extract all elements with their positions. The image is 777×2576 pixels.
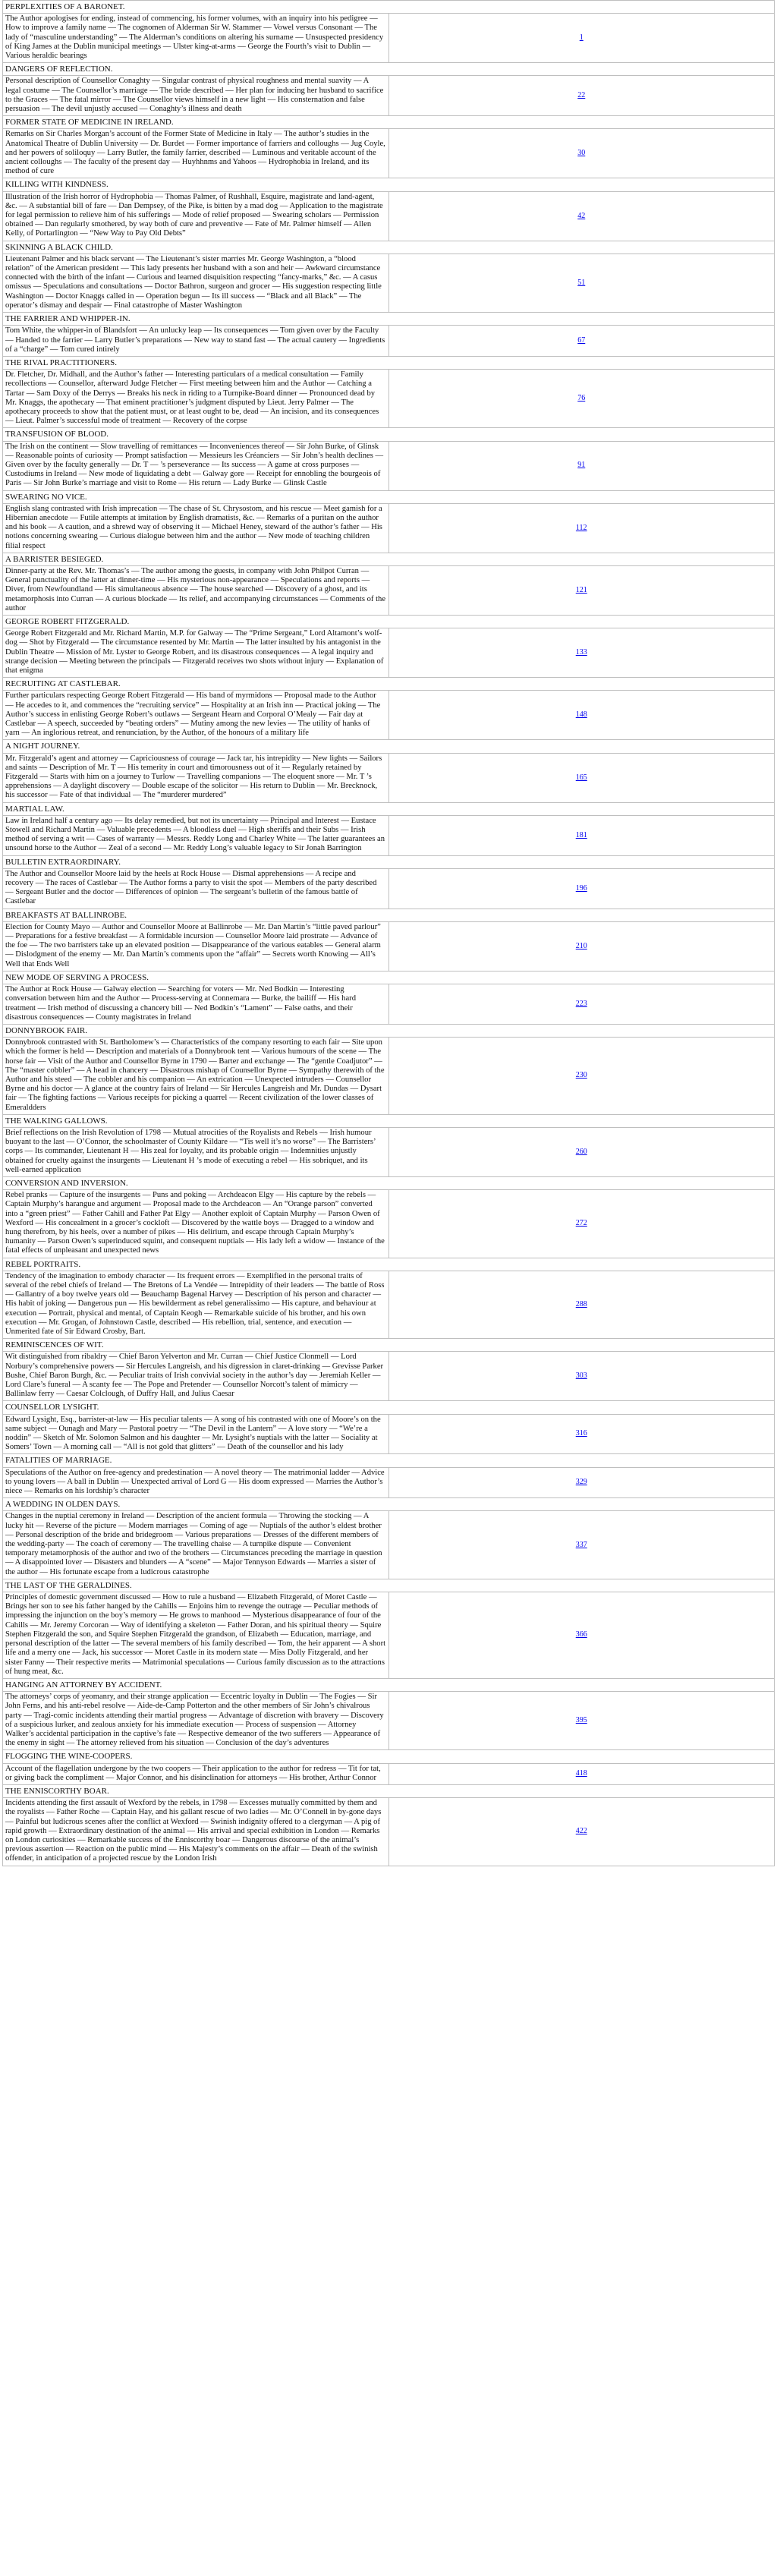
chapter-summary-row (3, 254, 775, 312)
page-number-cell (388, 503, 775, 553)
chapter-heading-row (3, 553, 775, 565)
chapter-title: COUNSELLOR LYSIGHT. (3, 1401, 775, 1414)
chapter-heading-row (3, 1579, 775, 1592)
chapter-heading-row (3, 1024, 775, 1037)
chapter-title: BREAKFASTS AT BALLINROBE. (3, 909, 775, 921)
page-number-link[interactable]: 230 (575, 1071, 587, 1080)
chapter-title: FORMER STATE OF MEDICINE IN IRELAND. (3, 116, 775, 129)
page-number-link[interactable]: 51 (577, 278, 586, 287)
page-number-cell (388, 14, 775, 63)
chapter-summary: Brief reflections on the Irish Revolution of 1798 — Mutual atrocities of the Royalists and Rebels — Irish humour buoyant to the last — O’Connor, the schoolmaster of County Kildare — “Tis well it’s no worse” — The Barristers’ corps — Its commander, Lieutenant H — His zeal for loyalty, and its probable origin — Indemnities unjustly obtained for cruelty against the insurgents — Lieutenant H ’s mode of executing a rebel — His sobriquet, and its well-earned application (3, 1127, 389, 1176)
page-number-cell (388, 1798, 775, 1866)
page-number-cell (388, 1414, 775, 1454)
chapter-summary: Dr. Fletcher, Dr. Midhall, and the Author’s father — Interesting particulars of a medical consultation — Family recollections — Counsellor, afterward Judge Fletcher — First meeting between him and the Author — Catching a Tartar — Sam Doxy of the Derrys — Breaks his neck in riding to a Turnpike-Board dinner — Pronounced dead by Mr. Knaggs, the apothecary — That eminent practitioner’s judgment disputed by Lieut. Jerry Palmer — The apothecary proceeds to show that the patient must, or at least ought to be, dead — An incision, and its consequences — Lieut. Palmer’s successful mode of treatment — Recovery of the corpse (3, 370, 389, 428)
chapter-heading-row (3, 1498, 775, 1511)
chapter-title: GEORGE ROBERT FITZGERALD. (3, 615, 775, 628)
chapter-title: FLOGGING THE WINE-COOPERS. (3, 1750, 775, 1763)
page-number-link[interactable]: 181 (575, 830, 587, 839)
chapter-summary-row (3, 1127, 775, 1176)
chapter-title: SWEARING NO VICE. (3, 490, 775, 503)
chapter-summary-row (3, 76, 775, 116)
page-number-cell (388, 565, 775, 615)
page-number-cell (388, 326, 775, 357)
page-number-cell (388, 1511, 775, 1579)
page-number-link[interactable]: 260 (575, 1147, 587, 1156)
chapter-summary: Speculations of the Author on free-agency and predestination — A novel theory — The matrimonial ladder — Advice to young lovers — A ball in Dublin — Unexpected arrival of Lord G — His doom expressed — Marries the Author’s niece — Remarks on his lordship’s character (3, 1467, 389, 1498)
chapter-summary-row (3, 326, 775, 357)
chapter-heading-row (3, 1176, 775, 1189)
chapter-summary-row (3, 503, 775, 553)
chapter-summary: Mr. Fitzgerald’s agent and attorney — Capriciousness of courage — Jack tar, his intrepidity — New lights — Sailors and saints — Description of Mr. T — His temerity in court and timorousness out of it — Regularly retained by Fitzgerald — Starts with him on a journey to Turlow — Travelling companions — The eloquent snore — Mr. T ’s apprehensions — A daylight discovery — Double escape of the solicitor — His return to Dublin — Mr. Brecknock, his successor — Fate of that individual — The “murderer murdered” (3, 753, 389, 802)
chapter-summary-row (3, 628, 775, 678)
chapter-title: A NIGHT JOURNEY. (3, 740, 775, 753)
page-number-cell (388, 1038, 775, 1115)
chapter-summary-row (3, 753, 775, 802)
chapter-heading-row (3, 909, 775, 921)
chapter-summary: Principles of domestic government discussed — How to rule a husband — Elizabeth Fitzgerald, of Moret Castle — Brings her son to see his father hanged by the Cahills — Enjoins him to revenge the outrage — Peculiar methods of impressing the injunction on the boy’s memory — He grows to manhood — Mysterious disappearance of four of the Cahills — Mr. Jeremy Corcoran — Way of identifying a skeleton — Father Doran, and his spiritual theory — Squire Stephen Fitzgerald the son, and Squire Stephen Fitzgerald the grandson, of Elizabeth — Education, marriage, and personal description of the latter — The several members of his family described — Tom, the heir apparent — A short life and a merry one — Jack, his successor — Moret Castle in its modern state — Miss Dolly Fitzgerald, and her sister Fanny — Their respective merits — Matrimonial speculations — Curious family discussion as to the attractions of hung meat, &c. (3, 1592, 389, 1679)
chapter-heading-row (3, 1339, 775, 1352)
page-number-cell (388, 254, 775, 312)
chapter-summary: Law in Ireland half a century ago — Its delay remedied, but not its uncertainty — Principal and Interest — Eustace Stowell and Richard Martin — Valuable precedents — A bloodless duel — High sheriffs and their Subs — Irish method of serving a writ — Cases of warranty — Messrs. Reddy Long and Charley White — The latter guarantees an unsound horse to the Author — Zeal of a second — Mr. Reddy Long’s valuable legacy to Sir Jonah Barrington (3, 815, 389, 855)
chapter-heading-row (3, 1784, 775, 1797)
chapter-heading-row (3, 1454, 775, 1467)
chapter-summary-row (3, 14, 775, 63)
chapter-summary-row (3, 1271, 775, 1338)
page-number-cell (388, 191, 775, 241)
chapter-heading-row (3, 678, 775, 691)
chapter-summary: Election for County Mayo — Author and Counsellor Moore at Ballinrobe — Mr. Dan Martin’s “little paved parlour” — Preparations for a festive breakfast — A formidable incursion — Counsellor Moore laid prostrate — Advance of the foe — The two barristers take up an elevated position — Disappearance of the various eatables — General alarm — Dislodgment of the enemy — Mr. Dan Martin’s comments upon the “affair” — Secrets worth Knowing — All’s Well that Ends Well (3, 921, 389, 971)
chapter-title: HANGING AN ATTORNEY BY ACCIDENT. (3, 1678, 775, 1691)
chapter-summary-row (3, 1467, 775, 1498)
chapter-summary: Illustration of the Irish horror of Hydrophobia — Thomas Palmer, of Rushhall, Esquire, magistrate and land-agent, &c. — A substantial bill of fare — Dan Dempsey, of the Pike, is bitten by a mad dog — Application to the magistrate for legal permission to relieve him of his sufferings — Mode of relief proposed — Swearing scholars — Permission obtained — Dan regularly smothered, by way both of cure and preventive — Fate of Mr. Palmer himself — Allen Kelly, of Portarlington — “New Way to Pay Old Debts” (3, 191, 389, 241)
chapter-summary-row (3, 815, 775, 855)
chapter-summary-row (3, 868, 775, 909)
chapter-heading-row (3, 615, 775, 628)
page-number-cell (388, 370, 775, 428)
page-number-cell (388, 441, 775, 490)
chapter-title: PERPLEXITIES OF A BARONET. (3, 1, 775, 14)
chapter-title: MARTIAL LAW. (3, 802, 775, 815)
page-number-link[interactable]: 30 (577, 149, 586, 158)
chapter-title: KILLING WITH KINDNESS. (3, 178, 775, 191)
chapter-heading-row (3, 1114, 775, 1127)
chapter-title: THE RIVAL PRACTITIONERS. (3, 356, 775, 369)
chapter-title: THE ENNISCORTHY BOAR. (3, 1784, 775, 1797)
page-number-cell (388, 921, 775, 971)
chapter-summary: Tendency of the imagination to embody character — Its frequent errors — Exemplified in the personal traits of several of the rebel chiefs of Ireland — The Bretons of La Vendée — Intrepidity of their leaders — The battle of Ross — Gallantry of a boy twelve years old — Beauchamp Bagenal Harvey — Description of his person and character — His habit of joking — Dangerous pun — His bewilderment as rebel generalissimo — His capture, and behaviour at execution — Portrait, physical and mental, of Captain Keogh — Remarkable suicide of his brother, and his own execution — Mr. Grogan, of Johnstown Castle, described — His rebellion, trial, sentence, and execution — Unmerited fate of Sir Edward Crosby, Bart. (3, 1271, 389, 1338)
chapter-summary: Account of the flagellation undergone by the two coopers — Their application to the author for redress — Tit for tat, or giving back the compliment — Major Connor, and his disinclination for attorneys — His brother, Arthur Connor (3, 1763, 389, 1784)
chapter-summary-row (3, 1352, 775, 1401)
chapter-summary: Further particulars respecting George Robert Fitzgerald — His band of myrmidons — Proposal made to the Author — He accedes to it, and commences the “recruiting service” — Hospitality at an Irish inn — Practical joking — The Author’s success in enlisting George Robert’s outlaws — Sergeant Hearn and Corporal O’Mealy — Fair day at Castlebar — A speech, succeeded by “beating orders” — Mutiny among the new levies — The utility of hanks of yarn — An inglorious retreat, and renunciation, by the Author, of the honours of a military life (3, 691, 389, 740)
page-number-cell (388, 1271, 775, 1338)
page-number-link[interactable]: 22 (577, 91, 586, 100)
chapter-summary-row (3, 1511, 775, 1579)
chapter-summary-row (3, 565, 775, 615)
chapter-heading-row (3, 116, 775, 129)
chapter-summary-row (3, 691, 775, 740)
chapter-heading-row (3, 428, 775, 441)
chapter-title: REBEL PORTRAITS. (3, 1258, 775, 1271)
chapter-heading-row (3, 1258, 775, 1271)
chapter-title: THE LAST OF THE GERALDINES. (3, 1579, 775, 1592)
chapter-title: BULLETIN EXTRAORDINARY. (3, 855, 775, 868)
page-number-cell (388, 1127, 775, 1176)
chapter-summary: English slang contrasted with Irish imprecation — The chase of St. Chrysostom, and his rescue — Meet gamish for a Hibernian anecdote — Futile attempts at imitation by English dramatists, &c. — Remarks of a puritan on the author and his book — A caution, and a shrewd way of observing it — Michael Heney, steward of the author’s father — His notions concerning swearing — Curious dialogue between him and the author — New mode of teaching children filial respect (3, 503, 389, 553)
chapter-summary: George Robert Fitzgerald and Mr. Richard Martin, M.P. for Galway — The “Prime Sergeant,” Lord Altamont’s wolf-dog — Shot by Fitzgerald — The circumstance resented by Mr. Martin — The latter insulted by his antagonist in the Dublin Theatre — Mission of Mr. Lyster to George Robert, and its disastrous consequences — A legal inquiry and strange decision — Meeting between the principals — Fitzgerald receives two shots without injury — Explanation of that enigma (3, 628, 389, 678)
page-number-cell (388, 868, 775, 909)
chapter-summary: Changes in the nuptial ceremony in Ireland — Description of the ancient formula — Throwing the stocking — A lucky hit — Reverse of the picture — Modern marriages — Coming of age — Nuptials of the author’s eldest brother — Personal description of the bride and bridegroom — Various preparations — Dresses of the different members of the wedding-party — The coach of ceremony — The travelling chaise — A turnpike dispute — Convenient temporary metamorphosis of the author and two of the brothers — Circumstances preceding the marriage in question — A disappointed lover — Disasters and blunders — A “scene” — Major Tennyson Edwards — Marries a sister of the author — His fortunate escape from a ludicrous catastrophe (3, 1511, 389, 1579)
chapter-summary-row (3, 1592, 775, 1679)
chapter-summary-row (3, 1190, 775, 1258)
chapter-summary: Rebel pranks — Capture of the insurgents — Puns and poking — Archdeacon Elgy — His capture by the rebels — Captain Murphy’s harangue and argument — Proposal made to the Archdeacon — An “Orange parson” converted into a “green priest” — Father Cahill and Father Pat Elgy — Another exploit of Captain Murphy — Parson Owen of Wexford — His concealment in a grocer’s cockloft — Discovered by the wattle boys — Dragged to a window and hung therefrom, by his heels, over a number of pikes — His delirium, and escape through Captain Murphy’s humanity — Parson Owen’s superinduced squint, and consequent nuptials — His lady left a widow — Instance of the fatal effects of unpleasant and unexpected news (3, 1190, 389, 1258)
chapter-summary: The Author at Rock House — Galway election — Searching for voters — Mr. Ned Bodkin — Interesting conversation between him and the Author — Process-serving at Connemara — Burke, the bailiff — His hard treatment — Irish method of discussing a chancery bill — Ned Bodkin’s “Lament” — False oaths, and their disastrous consequences — County magistrates in Ireland (3, 984, 389, 1025)
chapter-summary-row (3, 1692, 775, 1750)
table-of-contents (2, 0, 775, 1866)
chapter-summary: Wit distinguished from ribaldry — Chief Baron Yelverton and Mr. Curran — Chief Justice Clonmell — Lord Norbury’s comprehensive powers — Sir Hercules Langreish, and his digression in claret-drinking — Grevisse Parker Bushe, Chief Baron Burgh, &c. — Peculiar traits of Irish convivial society in the author’s day — Jeremiah Keller — Lord Clare’s funeral — A scanty fee — The Pope and Pretender — Counsellor Norcott’s talent of mimicry — Ballinlaw ferry — Caesar Colclough, of Duffry Hall, and Julius Caesar (3, 1352, 389, 1401)
chapter-summary: Incidents attending the first assault of Wexford by the rebels, in 1798 — Excesses mutually committed by them and the royalists — Father Roche — Captain Hay, and his gallant rescue of two ladies — Mr. O’Connell in by-gone days — Painful but ludicrous scenes after the conflict at Wexford — Swinish indignity offered to a clergyman — A pig of rapid growth — Extraordinary destination of the animal — His arrival and special exhibition in London — Remarks on London curiosities — Remarkable success of the Enniscorthy boar — Dangerous discourse of the animal’s previous assertion — Reaction on the public mind — His Majesty’s comments on the affair — Death of the swinish offender, in anticipation of a projected rescue by the London Irish (3, 1798, 389, 1866)
chapter-title: FATALITIES OF MARRIAGE. (3, 1454, 775, 1467)
chapter-heading-row (3, 740, 775, 753)
chapter-title: RECRUITING AT CASTLEBAR. (3, 678, 775, 691)
page-number-cell (388, 815, 775, 855)
page-number-link[interactable]: 223 (575, 999, 587, 1008)
chapter-summary: Dinner-party at the Rev. Mr. Thomas’s — The author among the guests, in company with John Philpot Curran — General punctuality of the latter at dinner-time — His mysterious non-appearance — Speculations and reports — Diver, from Newfoundland — His simultaneous absence — The house searched — Discovery of a ghost, and its metamorphosis into Curran — A curious blockade — Its relief, and accompanying circumstances — Comments of the author (3, 565, 389, 615)
page-number-link[interactable]: 316 (575, 1429, 587, 1438)
page-number-cell (388, 984, 775, 1025)
chapter-summary: The Author apologises for ending, instead of commencing, his former volumes, with an inquiry into his pedigree — How to improve a family name — The cognomen of Alderman Sir W. Stammer — Vowel versus Consonant — The lady of “masculine understanding” — The Alderman’s conditions on altering his surname — Unsuspected presidency of King James at the Dublin municipal meetings — Ulster king-at-arms — George the Fourth’s visit to Dublin — Various heraldic bearings (3, 14, 389, 63)
page-number-link[interactable]: 67 (577, 336, 586, 345)
page-number-link[interactable]: 288 (575, 1299, 587, 1308)
page-number-link[interactable]: 133 (575, 648, 587, 657)
chapter-summary: Remarks on Sir Charles Morgan’s account of the Former State of Medicine in Italy — The author’s studies in the Anatomical Theatre of Dublin University — Dr. Burdet — Former importance of farriers and colloughs — Jug Coyle, and her powers of soliloquy — Larry Butler, the family farrier, described — Luminous and veritable account of the ancient colloughs — The faculty of the present day — Huyhhnms and Yahoos — Hydrophobia in Ireland, and its method of cure (3, 129, 389, 178)
chapter-heading-row (3, 63, 775, 76)
page-number-link[interactable]: 91 (577, 461, 586, 470)
chapter-summary-row (3, 921, 775, 971)
chapter-heading-row (3, 241, 775, 254)
chapter-title: TRANSFUSION OF BLOOD. (3, 428, 775, 441)
page-number-link[interactable]: 1 (579, 33, 584, 43)
page-number-link[interactable]: 76 (577, 394, 586, 403)
page-number-link[interactable]: 395 (575, 1716, 587, 1725)
page-number-cell (388, 753, 775, 802)
page-number-link[interactable]: 112 (575, 523, 587, 532)
page-number-link[interactable]: 422 (575, 1827, 587, 1836)
chapter-title: A BARRISTER BESIEGED. (3, 553, 775, 565)
page-number-link[interactable]: 337 (575, 1540, 587, 1549)
chapter-heading-row (3, 1750, 775, 1763)
page-number-cell (388, 129, 775, 178)
chapter-title: REMINISCENCES OF WIT. (3, 1339, 775, 1352)
chapter-heading-row (3, 1678, 775, 1691)
chapter-heading-row (3, 178, 775, 191)
chapter-summary: Donnybrook contrasted with St. Bartholomew’s — Characteristics of the company resorting to each fair — Site upon which the former is held — Description and materials of a Donnybrook tent — Various humours of the scene — The horse fair — Visit of the Author and Counsellor Byrne in 1790 — Barter and exchange — The “gentle Coadjutor” — The “master cobbler” — A head in chancery — Disastrous mishap of Counsellor Byrne — Sympathy therewith of the Author and his steed — The cobbler and his companion — An extrication — Unexpected intruders — Counsellor Byrne and his doctor — A glance at the country fairs of Ireland — Sir Hercules Langreish and Mr. Dundas — Dysart fair — The fighting factions — Various receipts for picking a quarrel — Recent civilization of the lower classes of Emeraldders (3, 1038, 389, 1115)
chapter-summary: Lieutenant Palmer and his black servant — The Lieutenant’s sister marries Mr. George Washington, a “blood relation” of the American president — This lady presents her husband with a son and heir — Awkward circumstance connected with the birth of the infant — Curious and learned disquisition respecting “fancy-marks,” &c. — A casus omissus — Speculations and consultations — Doctor Bathron, surgeon and grocer — His suggestion respecting little Washington — Doctor Knaggs called in — Operation begun — Its ill success — “Black and all Black” — The operator’s dismay and despair — Final catastrophe of Master Washington (3, 254, 389, 312)
chapter-summary-row (3, 984, 775, 1025)
page-number-link[interactable]: 165 (575, 773, 587, 782)
page-number-link[interactable]: 148 (575, 710, 587, 720)
page-number-link[interactable]: 366 (575, 1630, 587, 1639)
chapter-title: SKINNING A BLACK CHILD. (3, 241, 775, 254)
page-number-link[interactable]: 210 (575, 941, 587, 950)
chapter-heading-row (3, 313, 775, 326)
page-number-cell (388, 1763, 775, 1784)
chapter-summary-row (3, 1798, 775, 1866)
chapter-heading-row (3, 490, 775, 503)
page-number-link[interactable]: 272 (575, 1219, 587, 1228)
chapter-title: A WEDDING IN OLDEN DAYS. (3, 1498, 775, 1511)
page-number-link[interactable]: 121 (575, 585, 587, 594)
chapter-summary-row (3, 1414, 775, 1454)
chapter-summary-row (3, 1763, 775, 1784)
chapter-title: NEW MODE OF SERVING A PROCESS. (3, 971, 775, 984)
page-number-link[interactable]: 329 (575, 1478, 587, 1487)
chapter-heading-row (3, 971, 775, 984)
chapter-summary-row (3, 129, 775, 178)
page-number-link[interactable]: 303 (575, 1371, 587, 1381)
page-number-link[interactable]: 42 (577, 211, 586, 220)
chapter-title: CONVERSION AND INVERSION. (3, 1176, 775, 1189)
page-number-cell (388, 1190, 775, 1258)
page-number-link[interactable]: 418 (575, 1769, 587, 1778)
page-number-cell (388, 628, 775, 678)
chapter-heading-row (3, 1401, 775, 1414)
chapter-summary-row (3, 1038, 775, 1115)
page-number-cell (388, 1692, 775, 1750)
chapter-summary-row (3, 370, 775, 428)
chapter-summary: The attorneys’ corps of yeomanry, and their strange application — Eccentric loyalty in Dublin — The Fogies — Sir John Ferns, and his anti-rebel resolve — Aide-de-Camp Potterton and the other members of Sir John’s chivalrous party — Tragi-comic incidents attending their martial progress — Advantage of discretion with bravery — Discovery of a suspicious lurker, and zealous anxiety for his immediate execution — Process of suspension — Attorney Walker’s accidental participation in the captive’s fate — Respective demeanor of the two sufferers — Appearance of the enemy in sight — The attorney relieved from his situation — Conclusion of the day’s adventures (3, 1692, 389, 1750)
chapter-summary: The Author and Counsellor Moore laid by the heels at Rock House — Dismal apprehensions — A recipe and recovery — The races of Castlebar — The Author forms a party to visit the spot — Members of the party described — Sergeant Butler and the doctor — Differences of opinion — The sergeant’s bulletin of the famous battle of Castlebar (3, 868, 389, 909)
chapter-summary-row (3, 441, 775, 490)
chapter-heading-row (3, 1, 775, 14)
chapter-summary: Edward Lysight, Esq., barrister-at-law — His peculiar talents — A song of his contrasted with one of Moore’s on the same subject — Ounagh and Mary — Pastoral poetry — “The Devil in the Lantern” — A love story — “We’re a noddin” — Sketch of Mr. Solomon Salmon and his daughter — Mr. Lysight’s nuptials with the latter — Sociality at Somers’ Town — A morning call — “All is not gold that glitters” — Death of the counsellor and his lady (3, 1414, 389, 1454)
page-number-cell (388, 691, 775, 740)
chapter-summary-row (3, 191, 775, 241)
chapter-summary: Personal description of Counsellor Conaghty — Singular contrast of physical roughness and mental suavity — A legal costume — The Counsellor’s marriage — The bride described — Her plan for inducing her husband to sacrifice to the Graces — The fatal mirror — The Counsellor views himself in a new light — His consternation and false persuasion — The devil unjustly accused — Conaghty’s illness and death (3, 76, 389, 116)
chapter-heading-row (3, 802, 775, 815)
chapter-summary: Tom White, the whipper-in of Blandsfort — An unlucky leap — Its consequences — Tom given over by the Faculty — Handed to the farrier — Larry Butler’s preparations — New way to stand fast — The actual cautery — Ingredients of a “charge” — Tom cured intirely (3, 326, 389, 357)
page-number-link[interactable]: 196 (575, 883, 587, 893)
toc-body (3, 1, 775, 1866)
chapter-heading-row (3, 356, 775, 369)
chapter-title: THE WALKING GALLOWS. (3, 1114, 775, 1127)
page-number-cell (388, 1592, 775, 1679)
chapter-title: DANGERS OF REFLECTION. (3, 63, 775, 76)
page-number-cell (388, 1467, 775, 1498)
chapter-summary: The Irish on the continent — Slow travelling of remittances — Inconveniences thereof — Sir John Burke, of Glinsk — Reasonable points of curiosity — Prompt satisfaction — Messieurs les Créanciers — Sir John’s health declines — Given over by the faculty generally — Dr. T — ’s perseverance — Its success — A game at cross purposes — Custodiums in Ireland — New mode of liquidating a debt — Galway gore — Receipt for ennobling the bourgeois of Paris — Sir John Burke’s marriage and visit to Rome — His return — Lady Burke — Glinsk Castle (3, 441, 389, 490)
chapter-title: THE FARRIER AND WHIPPER-IN. (3, 313, 775, 326)
chapter-title: DONNYBROOK FAIR. (3, 1024, 775, 1037)
page-number-cell (388, 76, 775, 116)
page-number-cell (388, 1352, 775, 1401)
chapter-heading-row (3, 855, 775, 868)
